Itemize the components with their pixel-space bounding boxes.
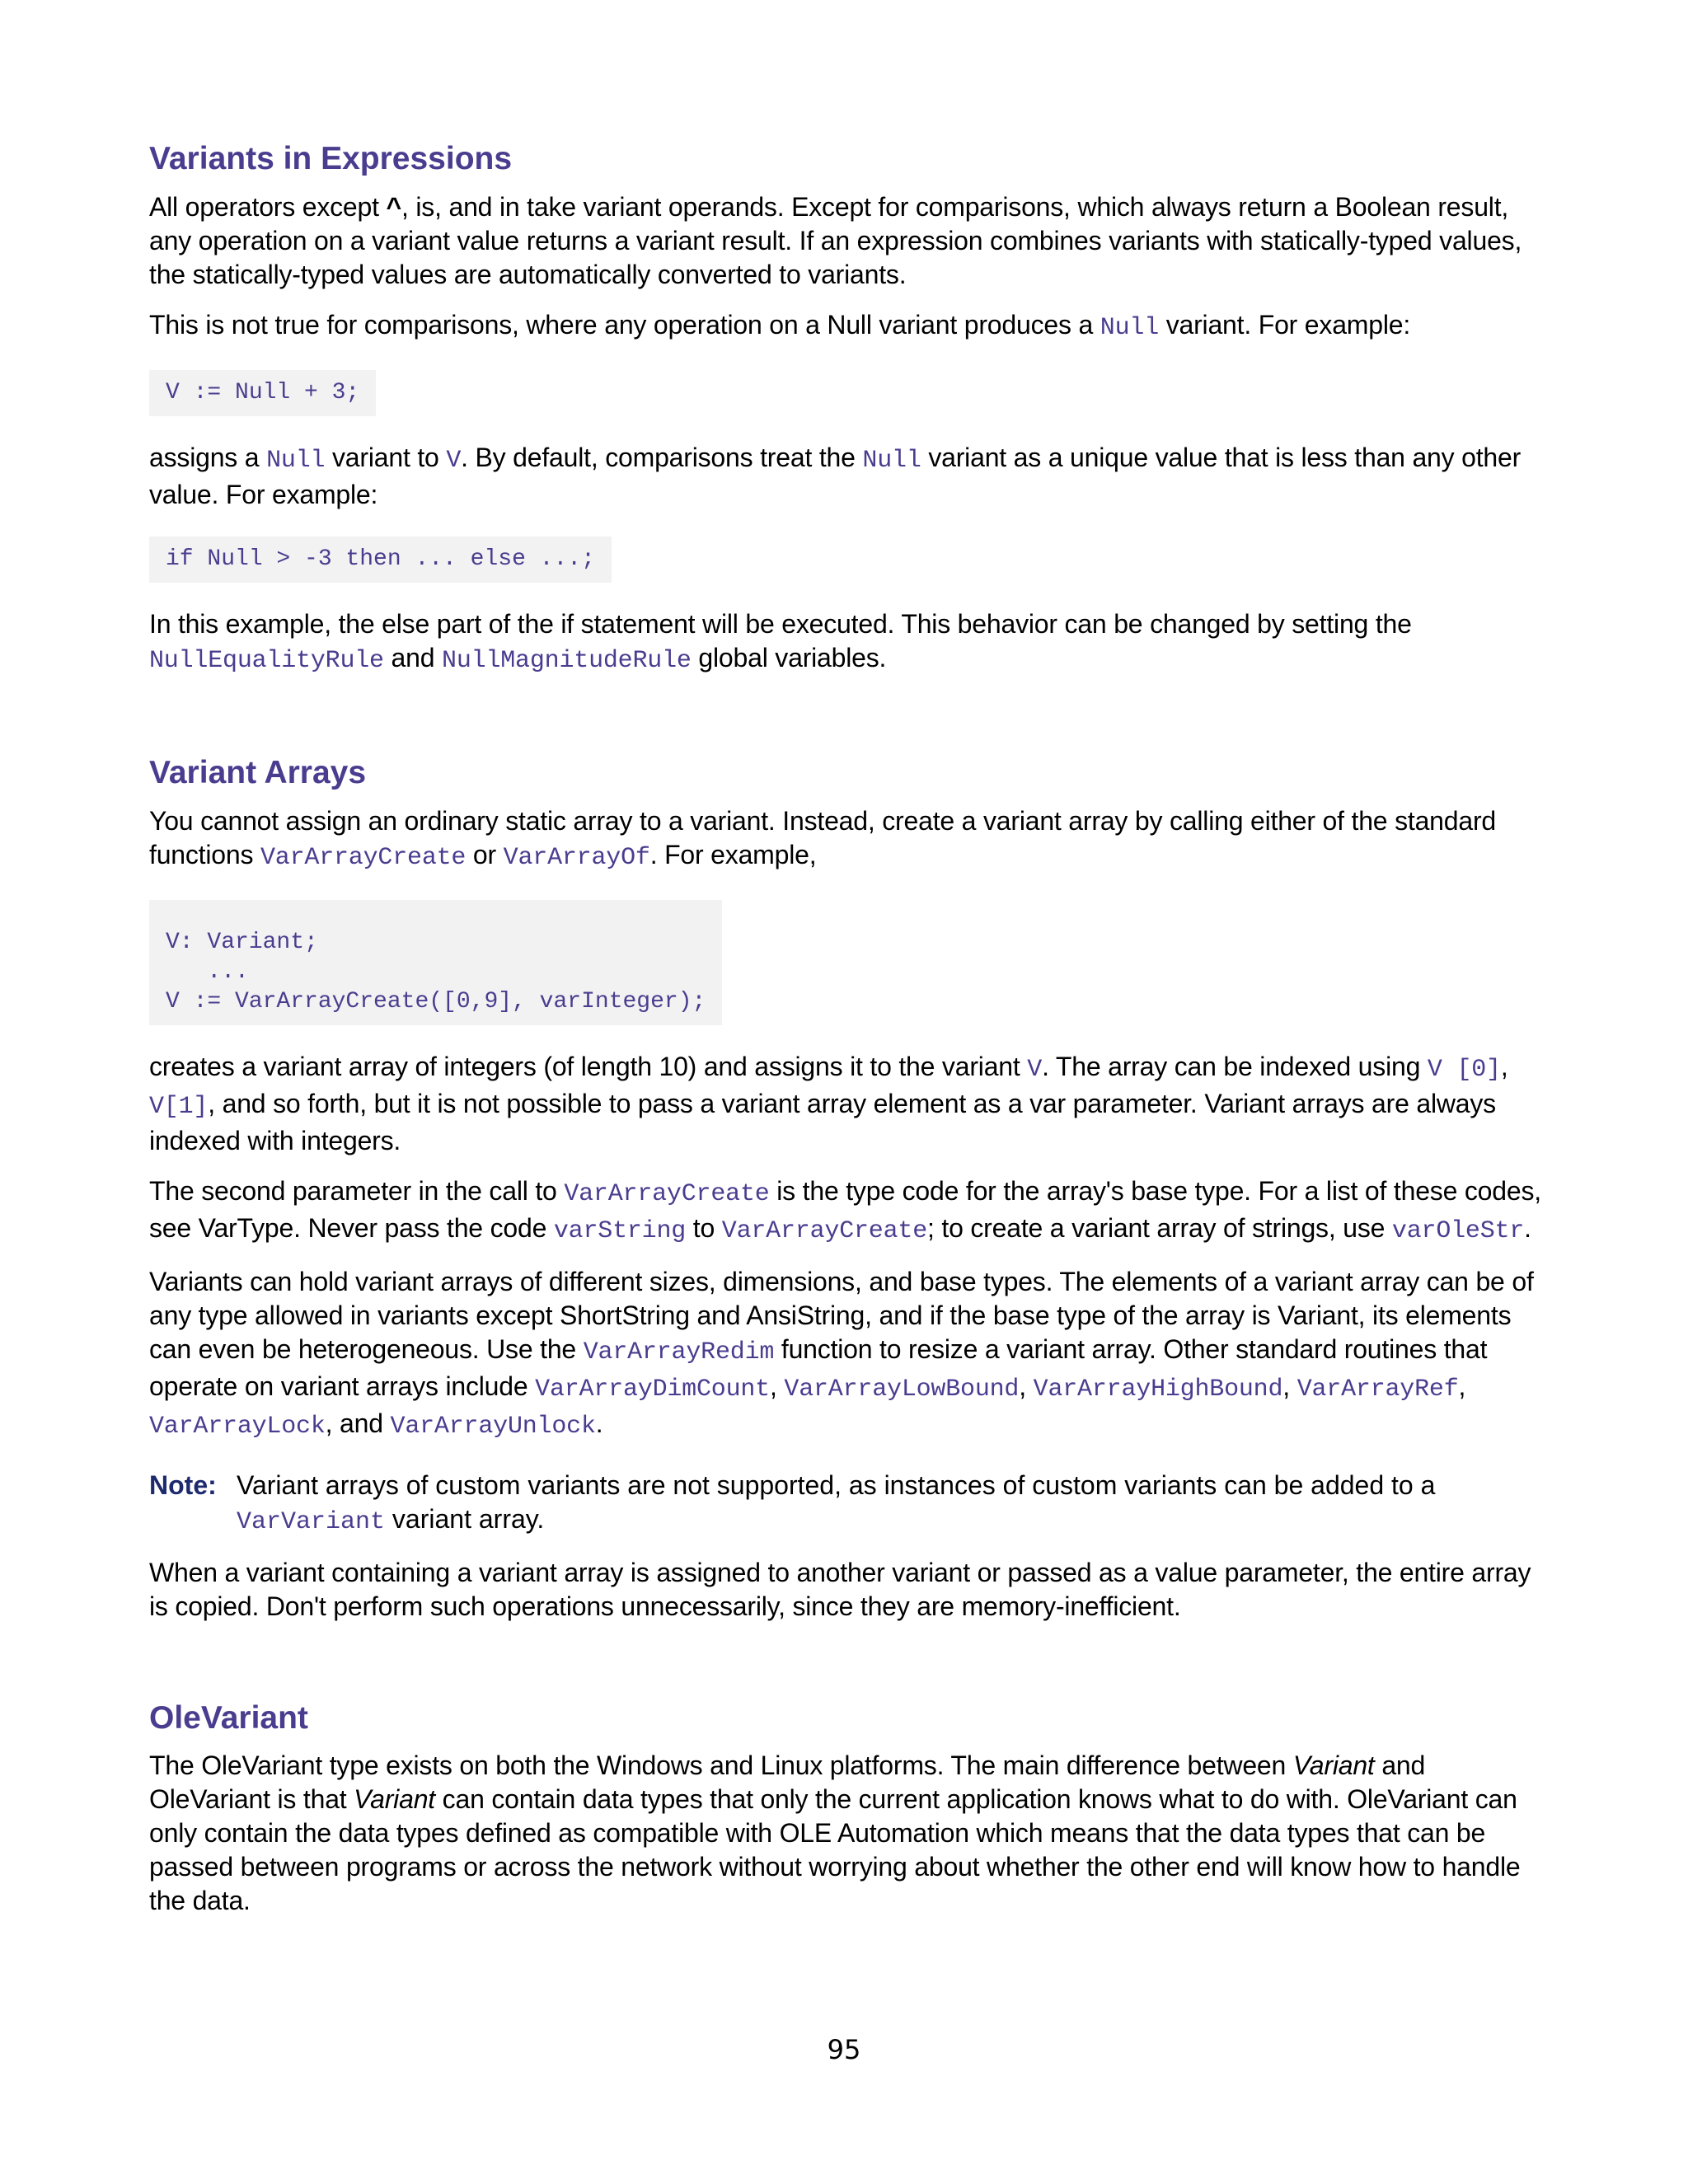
code-block: V := Null + 3;: [149, 370, 376, 416]
inline-code: Null: [266, 446, 326, 475]
inline-code: VarArrayHighBound: [1033, 1375, 1283, 1404]
inline-code: VarVariant: [237, 1507, 386, 1536]
inline-code: Null: [1100, 313, 1159, 342]
code-line: ...: [166, 958, 249, 985]
paragraph: The second parameter in the call to VarArrayCreate is the type code for the array's base type. For a list of these codes, see VarType. Never pass the code varString to VarArrayCreate; to create a variant array of strings, use varOleStr.: [149, 1175, 1541, 1245]
inline-code: varString: [553, 1216, 687, 1245]
inline-code: VarArrayUnlock: [390, 1412, 596, 1441]
code-block: if Null > -3 then ... else ...;: [149, 537, 612, 583]
inline-code: VarArrayOf: [503, 843, 650, 872]
note-label: Note:: [149, 1469, 217, 1500]
document-page: [149, 140, 1550, 1934]
paragraph: Variants can hold variant arrays of different sizes, dimensions, and base types. The elements of a variant array can be of any type allowed in variants except ShortString and AnsiString, and if the base type of the array is Variant, its elements can even be heterogeneous. Use the VarArrayRedim function to resize a variant array. Other standard routines that operate on variant arrays include VarArrayDimCount, VarArrayLowBound, VarArrayHighBound, VarArrayRef, VarArrayLock, and VarArrayUnlock.: [149, 1266, 1534, 1441]
paragraph: All operators except ^, is, and in take variant operands. Except for comparisons, which always return a Boolean result, any operation on a variant value returns a variant result. If an expression combines variants with statically-typed values, the statically-typed values are automatically converted to variants.: [149, 191, 1522, 289]
heading-variants-in-expressions: Variants in Expressions: [149, 141, 513, 176]
paragraph: The OleVariant type exists on both the Windows and Linux platforms. The main difference between Variant and OleVariant is that Variant can contain data types that only the current application knows what to do with. OleVariant can only contain the data types defined as compatible with OLE Automation which means that the data types that can be passed between programs or across the network without worrying about whether the other end will know how to handle the data.: [149, 1750, 1521, 1916]
inline-code: V: [446, 446, 462, 475]
heading-variant-arrays: Variant Arrays: [149, 754, 367, 790]
inline-code: VarArrayCreate: [721, 1216, 928, 1245]
paragraph: In this example, the else part of the if statement will be executed. This behavior can be changed by setting the NullEqualityRule and NullMagnitudeRule global variables.: [149, 608, 1412, 675]
emphasis: Variant: [354, 1784, 435, 1815]
inline-code: NullMagnitudeRule: [442, 646, 692, 675]
emphasis: Variant: [1292, 1750, 1375, 1781]
inline-code: Null: [862, 446, 921, 475]
inline-code: varOleStr: [1391, 1216, 1525, 1245]
inline-code: V: [1027, 1055, 1043, 1084]
heading-olevariant: OleVariant: [149, 1699, 308, 1736]
paragraph: You cannot assign an ordinary static array to a variant. Instead, create a variant array by calling either of the standard functions VarArrayCreate or VarArrayOf. For example,: [149, 805, 1497, 872]
page-number: 95: [827, 2034, 861, 2065]
code-block: [149, 900, 722, 1025]
code-line: V: Variant;: [166, 929, 318, 955]
inline-code: V [0]: [1427, 1055, 1501, 1084]
paragraph: assigns a Null variant to V. By default, comparisons treat the Null variant as a unique value that is less than any other value. For example:: [149, 442, 1522, 509]
inline-code: V[1]: [149, 1092, 209, 1121]
inline-code: VarArrayLock: [149, 1412, 326, 1441]
note-callout: [149, 1469, 1550, 1540]
paragraph: creates a variant array of integers (of length 10) and assigns it to the variant V. The array can be indexed using V [0], V[1], and so forth, but it is not possible to pass a variant array element as a var parameter. Variant arrays are always indexed with integers.: [149, 1051, 1508, 1155]
inline-code: VarArrayLowBound: [784, 1375, 1020, 1404]
inline-code: VarArrayCreate: [260, 843, 467, 872]
caret-operator: ^: [386, 191, 402, 222]
inline-code: VarArrayDimCount: [535, 1375, 770, 1404]
paragraph: This is not true for comparisons, where any operation on a Null variant produces a Null variant. For example:: [149, 309, 1411, 342]
inline-code: VarArrayCreate: [564, 1179, 770, 1208]
inline-code: VarArrayRedim: [583, 1338, 775, 1366]
inline-code: NullEqualityRule: [149, 646, 384, 675]
inline-code: VarArrayRef: [1296, 1375, 1459, 1404]
code-line: V := VarArrayCreate([0,9], varInteger);: [166, 988, 706, 1015]
note-text: Variant arrays of custom variants are not supported, as instances of custom variants can be added to a VarVariant variant array.: [237, 1469, 1436, 1536]
paragraph: When a variant containing a variant array is assigned to another variant or passed as a value parameter, the entire array is copied. Don't perform such operations unnecessarily, since they are memory-inefficient.: [149, 1557, 1531, 1621]
